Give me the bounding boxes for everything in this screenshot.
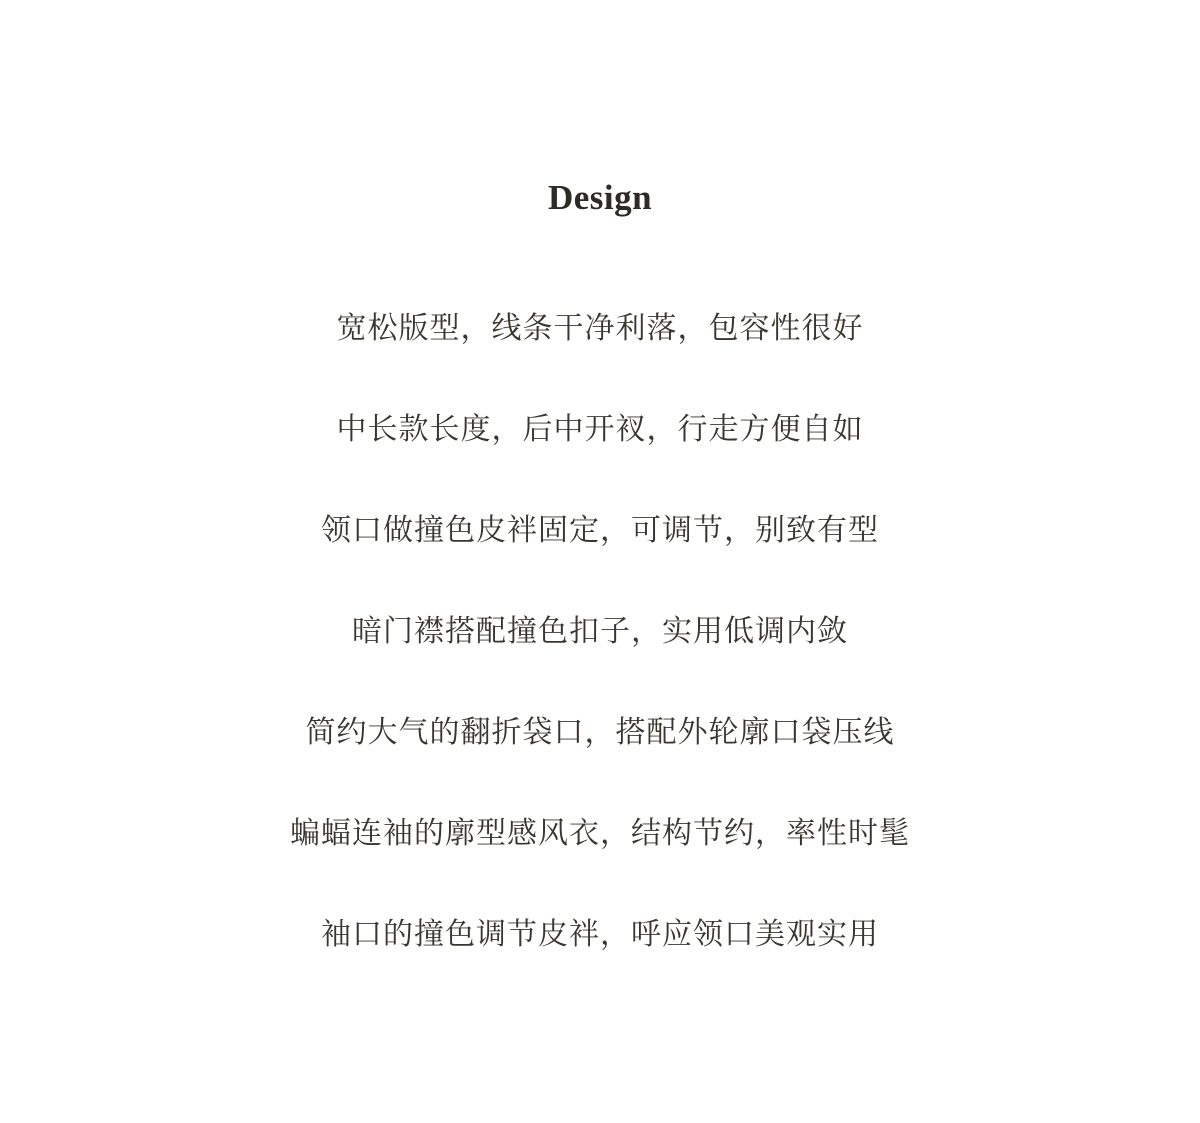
description-line: 袖口的撞色调节皮袢，呼应领口美观实用: [321, 917, 879, 952]
description-line: 中长款长度，后中开衩，行走方便自如: [336, 412, 864, 447]
description-line: 简约大气的翻折袋口，搭配外轮廓口袋压线: [305, 715, 895, 750]
page-title: Design: [547, 178, 653, 217]
description-line: 蝙蝠连袖的廓型感风衣，结构节约，率性时髦: [290, 816, 910, 851]
description-line: 宽松版型，线条干净利落，包容性很好: [336, 311, 864, 346]
description-line: 暗门襟搭配撞色扣子，实用低调内敛: [352, 614, 848, 649]
description-list: [0, 278, 1200, 985]
description-line: 领口做撞色皮袢固定，可调节，别致有型: [321, 513, 879, 548]
